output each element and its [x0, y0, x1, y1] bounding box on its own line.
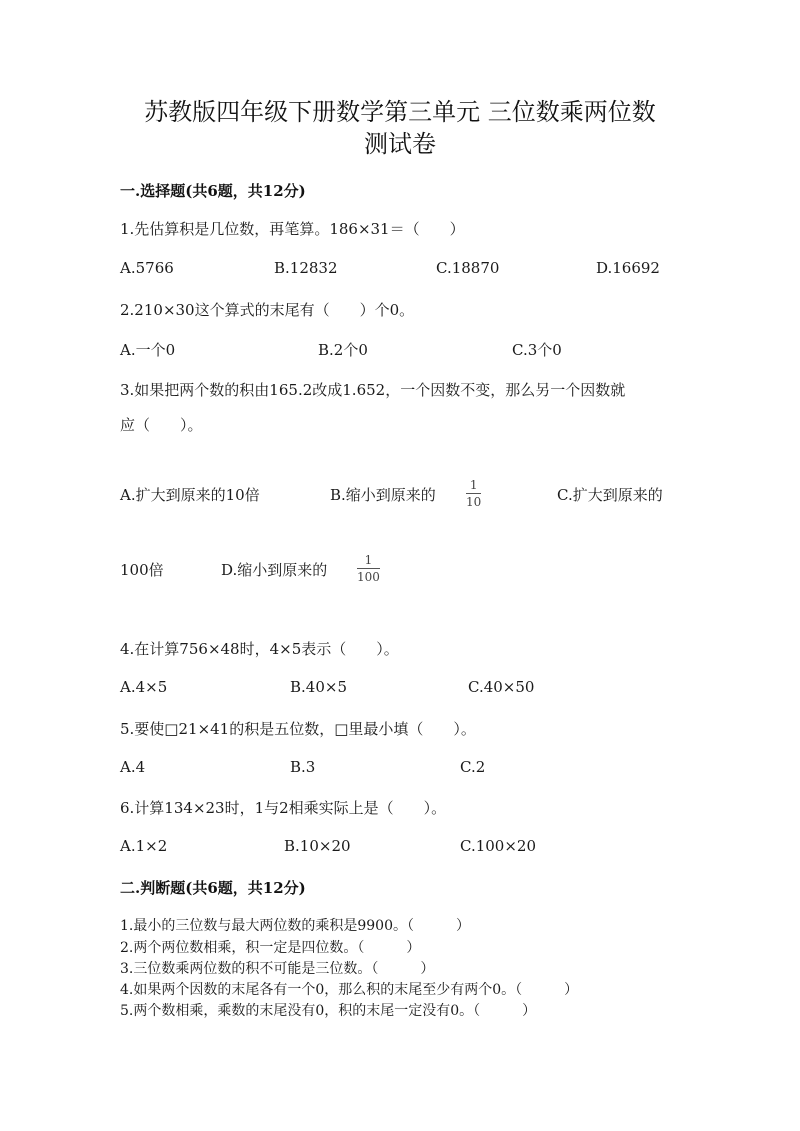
- fraction-numerator: 1: [364, 553, 373, 567]
- q6-option-b: B.10×20: [284, 837, 351, 855]
- q3-option-a: A.扩大到原来的10倍: [120, 486, 260, 504]
- q4-option-a: A.4×5: [120, 678, 168, 696]
- question-5: 5.要使□21×41的积是五位数，□里最小填（ ）。: [120, 720, 476, 738]
- question-6: 6.计算134×23时，1与2相乘实际上是（ ）。: [120, 799, 447, 817]
- q3-option-b-fraction: [466, 478, 481, 509]
- fraction-denominator: 10: [466, 495, 482, 509]
- question-3-line2: 应（ ）。: [120, 416, 203, 434]
- q3-option-d: D.缩小到原来的: [221, 561, 328, 579]
- judgement-item-3: 3.三位数乘两位数的积不可能是三位数。（ ）: [120, 961, 435, 977]
- judgement-item-2: 2.两个两位数相乘，积一定是四位数。（ ）: [120, 940, 421, 956]
- page-title-line2: 测试卷: [364, 130, 436, 158]
- q2-option-c: C.3个0: [512, 341, 562, 359]
- q6-option-c: C.100×20: [460, 837, 536, 855]
- q5-option-b: B.3: [290, 758, 316, 776]
- q2-option-a: A.一个0: [120, 341, 176, 359]
- question-4: 4.在计算756×48时，4×5表示（ ）。: [120, 640, 399, 658]
- fraction-denominator: 100: [357, 570, 380, 584]
- q1-option-a: A.5766: [120, 259, 174, 277]
- question-1: 1.先估算积是几位数，再笔算。186×31＝（ ）: [120, 220, 465, 238]
- q1-option-d: D.16692: [596, 259, 660, 277]
- q2-option-b: B.2个0: [318, 341, 368, 359]
- q1-option-b: B.12832: [274, 259, 338, 277]
- q3-option-d-fraction: [357, 553, 380, 584]
- q3-option-c-continued: 100倍: [120, 561, 164, 579]
- fraction-numerator: 1: [469, 478, 478, 492]
- fraction-bar: [357, 568, 380, 569]
- q4-option-b: B.40×5: [290, 678, 347, 696]
- q3-option-b: B.缩小到原来的: [330, 486, 436, 504]
- judgement-item-4: 4.如果两个因数的末尾各有一个0，那么积的末尾至少有两个0。（ ）: [120, 982, 579, 998]
- q1-option-c: C.18870: [436, 259, 500, 277]
- q4-option-c: C.40×50: [468, 678, 535, 696]
- section-heading-choice: 一.选择题(共6题，共12分): [120, 182, 306, 200]
- q6-option-a: A.1×2: [120, 837, 168, 855]
- q3-option-c: C.扩大到原来的: [557, 486, 663, 504]
- judgement-item-5: 5.两个数相乘，乘数的末尾没有0，积的末尾一定没有0。（ ）: [120, 1003, 537, 1019]
- question-3-line1: 3.如果把两个数的积由165.2改成1.652，一个因数不变，那么另一个因数就: [120, 381, 626, 399]
- question-2: 2.210×30这个算式的末尾有（ ）个0。: [120, 301, 415, 319]
- q5-option-a: A.4: [120, 758, 146, 776]
- page-title-line1: 苏教版四年级下册数学第三单元 三位数乘两位数: [144, 98, 656, 126]
- fraction-bar: [466, 493, 481, 494]
- judgement-item-1: 1.最小的三位数与最大两位数的乘积是9900。（ ）: [120, 918, 470, 934]
- section-heading-judgement: 二.判断题(共6题，共12分): [120, 879, 306, 897]
- q5-option-c: C.2: [460, 758, 486, 776]
